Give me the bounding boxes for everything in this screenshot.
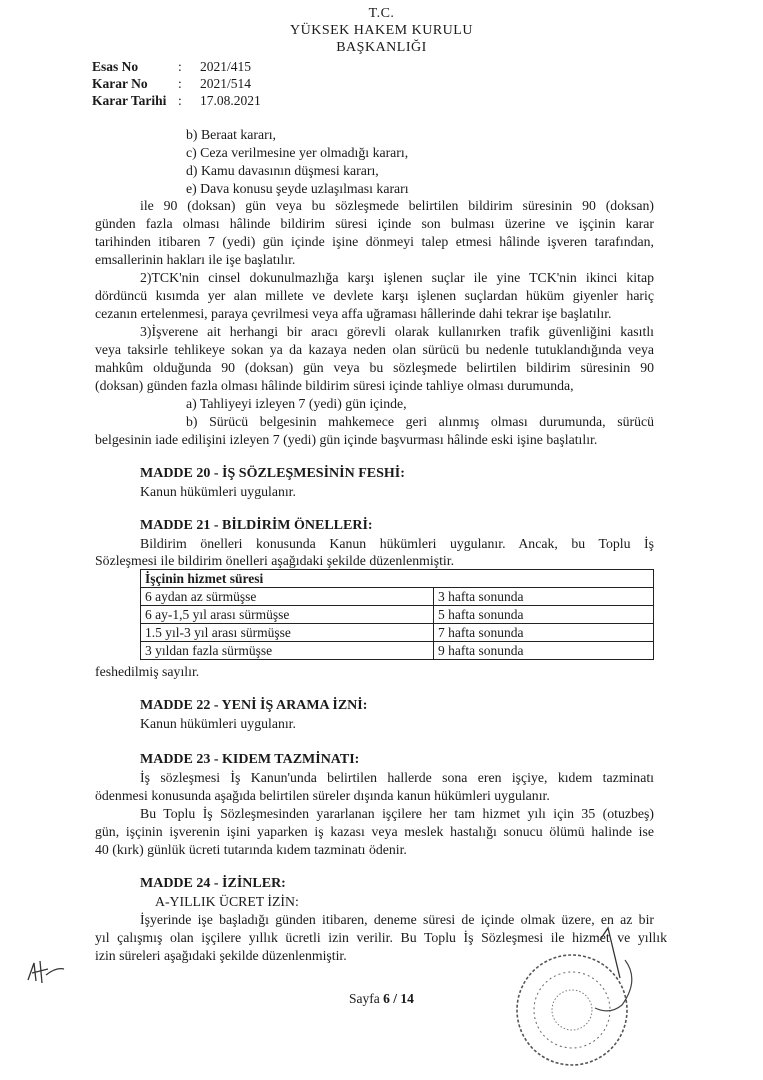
- madde-22-text: Kanun hükümleri uygulanır.: [140, 716, 296, 731]
- paragraph-line: yıl çalışmış olan işçilere yıllık ücretli izin verilir. Bu Toplu İş Sözleşmesi ile hizmet ve yıllık: [95, 930, 667, 945]
- paragraph-line: belgesinin iade edilişini izleyen 7 (yedi) gün içinde başvurması hâlinde eski işine başlatılır.: [95, 432, 598, 447]
- madde-21-heading: MADDE 21 - BİLDİRİM ÖNELLERİ:: [140, 518, 373, 533]
- table-row: [141, 624, 654, 642]
- signature-mark: [20, 955, 70, 995]
- paragraph-line: 3)İşverene ait herhangi bir aracı görevli olarak kullanırken trafik güvenliğini kasıtlı: [140, 324, 654, 339]
- paragraph-line: günden fazla olması hâlinde bildirim süresi içinde son bulması üzerine ve işçinin karar: [95, 216, 654, 231]
- paragraph-line: Bu Toplu İş Sözleşmesinden yararlanan işçilere her tam hizmet yılı için 35 (otuzbeş): [140, 806, 654, 821]
- paragraph-line: 40 (kırk) günlük ücreti tutarında kıdem tazminatı ödenir.: [95, 842, 407, 857]
- meta-tarih: [92, 93, 261, 109]
- karar-label: Karar No: [92, 76, 148, 91]
- official-stamp: [500, 920, 660, 1075]
- list-item-b: b) Beraat kararı,: [186, 127, 277, 142]
- colon: :: [178, 93, 182, 108]
- meta-esas: [92, 59, 251, 75]
- paragraph-line: veya taksirle tehlikeye sokan ya da kazaya neden olan sürücü bu nedenle tutuklandığında veya: [95, 342, 654, 357]
- paragraph-line: cezanın ertelenmesi, paraya çevrilmesi veya affa uğraması hâllerinde dahi tekrar işe başlatılır.: [95, 306, 612, 321]
- madde-22-heading: MADDE 22 - YENİ İŞ ARAMA İZNİ:: [140, 698, 368, 713]
- table-cell-notice: 3 hafta sonunda: [434, 588, 654, 606]
- esas-label: Esas No: [92, 59, 139, 74]
- tarih-label: Karar Tarihi: [92, 93, 167, 108]
- table-cell-notice: 5 hafta sonunda: [434, 606, 654, 624]
- colon: :: [178, 76, 182, 91]
- paragraph-line: ödenmesi konusunda aşağıda belirtilen süreler dışında kanun hükümleri uygulanır.: [95, 788, 550, 803]
- table-header: İşçinin hizmet süresi: [141, 570, 654, 588]
- paragraph-line: izin süreleri aşağıdaki şekilde düzenlenmiştir.: [95, 948, 347, 963]
- karar-value: 2021/514: [200, 76, 252, 91]
- list-item-c: c) Ceza verilmesine yer olmadığı kararı,: [186, 145, 409, 160]
- madde-23-heading: MADDE 23 - KIDEM TAZMİNATI:: [140, 752, 360, 767]
- notice-period-table: [140, 569, 654, 660]
- header-presidency: BAŞKANLIĞI: [336, 40, 427, 55]
- paragraph-line: mahkûm olduğunda 90 (doksan) gün veya bu sözleşmede belirtilen bildirim süresinin 90: [95, 360, 654, 375]
- table-cell-notice: 7 hafta sonunda: [434, 624, 654, 642]
- colon: :: [178, 59, 182, 74]
- list-item-b2: b) Sürücü belgesinin mahkemece geri alınmış olması durumunda, sürücü: [186, 414, 654, 429]
- madde-20-text: Kanun hükümleri uygulanır.: [140, 484, 296, 499]
- paragraph-line: (doksan) günden fazla olması hâlinde bildirim süresi içinde tahliye olması durumunda,: [95, 378, 574, 393]
- table-row: [141, 606, 654, 624]
- paragraph-line: dördüncü kısımda yer alan millete ve devlete karşı işlenen suçlardan hüküm giyenler hariç: [95, 288, 654, 303]
- paragraph-line: İş sözleşmesi İş Kanun'unda belirtilen hallerde sona eren işçiye, kıdem tazminatı: [140, 770, 654, 785]
- paragraph-line: feshedilmiş sayılır.: [95, 664, 200, 679]
- paragraph-line: 2)TCK'nin cinsel dokunulmazlığa karşı işlenen suçlar ile yine TCK'nin ikinci kitap: [140, 270, 654, 285]
- table-row: [141, 642, 654, 660]
- madde-24-heading: MADDE 24 - İZİNLER:: [140, 876, 286, 891]
- table-cell-period: 1.5 yıl-3 yıl arası sürmüşse: [141, 624, 434, 642]
- paragraph-line: Sözleşmesi ile bildirim önelleri aşağıdaki şekilde düzenlenmiştir.: [95, 553, 455, 568]
- paragraph-line: emsallerinin hakları ile işe başlatılır.: [95, 252, 296, 267]
- header-tc: T.C.: [368, 6, 395, 21]
- madde-24-subheading: A-YILLIK ÜCRET İZİN:: [155, 894, 299, 909]
- esas-value: 2021/415: [200, 59, 252, 74]
- paragraph-line: Bildirim önelleri konusunda Kanun hükümleri uygulanır. Ancak, bu Toplu İş: [140, 536, 654, 551]
- header-institution: YÜKSEK HAKEM KURULU: [290, 23, 473, 38]
- paragraph-line: İşyerinde işe başladığı günden itibaren, deneme süresi de içinde olmak üzere, en az bir: [140, 912, 654, 927]
- list-item-e: e) Dava konusu şeyde uzlaşılması kararı: [186, 181, 409, 196]
- table-cell-period: 6 ay-1,5 yıl arası sürmüşse: [141, 606, 434, 624]
- page-value: 6 / 14: [383, 991, 414, 1006]
- page-prefix: Sayfa: [349, 991, 384, 1006]
- meta-karar: [92, 76, 251, 92]
- table-cell-period: 3 yıldan fazla sürmüşse: [141, 642, 434, 660]
- paragraph-line: ile 90 (doksan) gün veya bu sözleşmede belirtilen bildirim süresinin 90 (doksan): [140, 198, 654, 213]
- madde-20-heading: MADDE 20 - İŞ SÖZLEŞMESİNİN FESHİ:: [140, 466, 405, 481]
- table-header-row: [141, 570, 654, 588]
- paragraph-line: gün, işçinin işverenin işini yaparken iş kazası veya meslek hastalığı sonucu ölümü halinde ise: [95, 824, 654, 839]
- paragraph-line: tarihinden itibaren 7 (yedi) gün içinde işine dönmeyi talep etmesi hâlinde işveren tarafından,: [95, 234, 654, 249]
- table-row: [141, 588, 654, 606]
- table-cell-notice: 9 hafta sonunda: [434, 642, 654, 660]
- list-item-d: d) Kamu davasının düşmesi kararı,: [186, 163, 379, 178]
- table-cell-period: 6 aydan az sürmüşse: [141, 588, 434, 606]
- tarih-value: 17.08.2021: [200, 93, 261, 108]
- list-item-a: a) Tahliyeyi izleyen 7 (yedi) gün içinde,: [186, 396, 407, 411]
